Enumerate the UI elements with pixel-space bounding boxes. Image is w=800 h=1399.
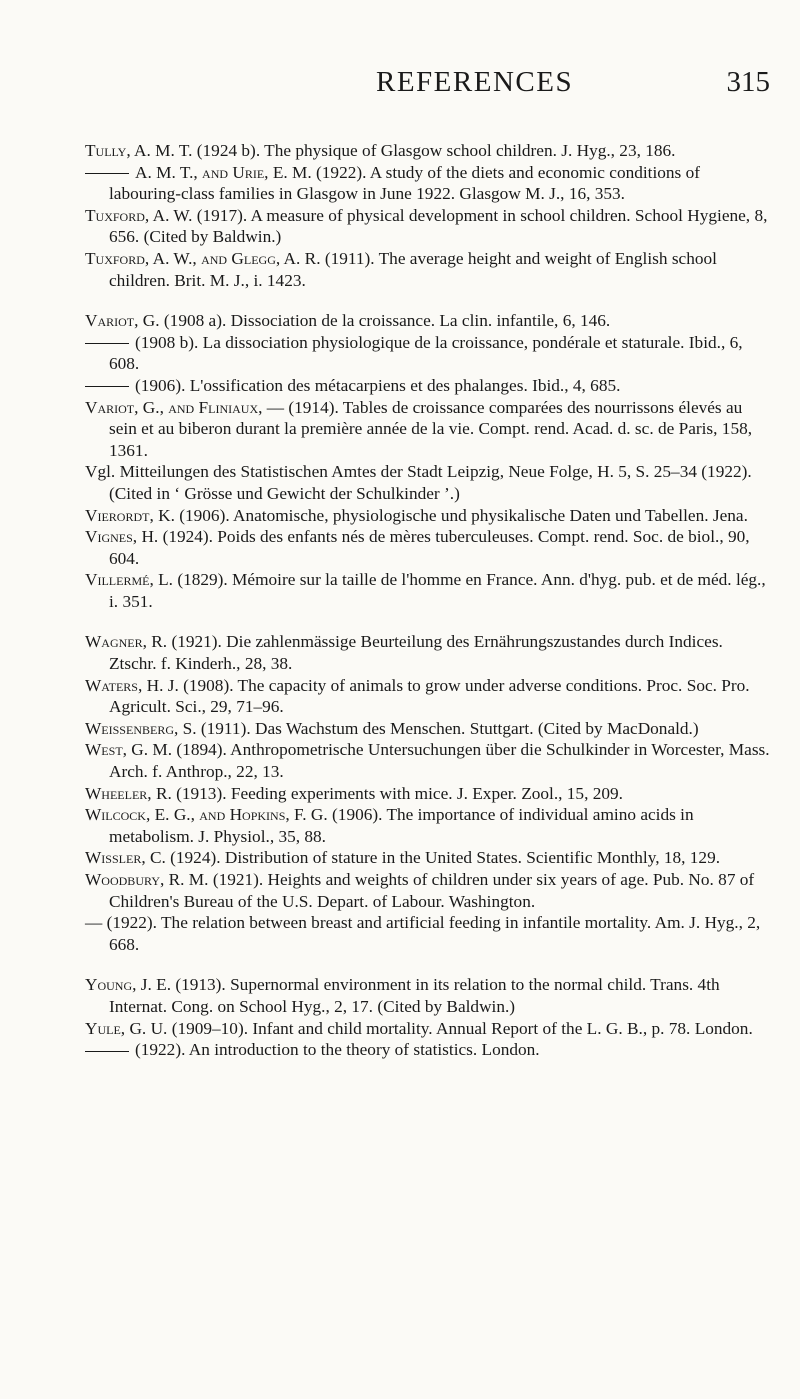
reference-entry <box>85 526 773 569</box>
reference-text: (1921). Heights and weights of children under six years of age. Pub. No. 87 of Children's Bureau of the U.S. Depart. of Labour. Washington. <box>109 870 755 911</box>
reference-text: — (1922). The relation between breast and artificial feeding in infantile mortality. Am. J. Hyg., 2, 668. <box>85 913 761 954</box>
reference-text: (1924 b). The physique of Glasgow school children. J. Hyg., 23, 186. <box>196 141 676 160</box>
reference-author: Wilcock, E. G., and Hopkins, F. G. <box>85 805 328 825</box>
reference-author: Tully, A. M. T. <box>85 141 193 160</box>
reference-text: (1917). A measure of physical development in school children. School Hygiene, 8, 656. (Cited by Baldwin.) <box>109 205 768 247</box>
ditto-dash <box>85 173 129 174</box>
reference-entry <box>85 675 773 718</box>
reference-author: Tuxford, A. W., and Glegg, A. R. <box>85 248 321 268</box>
reference-text: (1921). Die zahlenmässige Beurteilung des Ernährungszustandes durch Indices. Ztschr. f. Kinderh., 28, 38. <box>109 632 723 674</box>
reference-text: (1908 a). Dissociation de la croissance. La clin. infantile, 6, 146. <box>163 311 611 331</box>
reference-author: Variot, G., and Fliniaux, <box>85 397 263 417</box>
reference-group-v <box>85 310 773 612</box>
reference-group-y <box>85 974 773 1060</box>
reference-text: (1911). The average height and weight of English school children. Brit. M. J., i. 1423. <box>109 248 717 290</box>
reference-author: Wheeler, R. <box>85 783 172 803</box>
reference-entry <box>85 1018 773 1040</box>
running-head: REFERENCES <box>376 66 574 98</box>
reference-author: Yule, G. U. <box>85 1018 168 1038</box>
reference-entry <box>85 1039 773 1061</box>
reference-entry <box>85 248 773 291</box>
reference-text: (1894). Anthropometrische Untersuchungen über die Schulkinder in Worcester, Mass. Arch. f. Anthrop., 22, 13. <box>109 740 770 782</box>
reference-entry <box>85 332 773 375</box>
reference-entry <box>85 569 773 612</box>
reference-entry <box>85 310 773 332</box>
reference-entry <box>85 375 773 397</box>
reference-list <box>85 140 773 1080</box>
reference-text: (1909–10). Infant and child mortality. Annual Report of the L. G. B., p. 78. London. <box>171 1018 753 1038</box>
reference-author: West, G. M. <box>85 740 173 760</box>
reference-author: Waters, H. J. <box>85 675 179 695</box>
reference-text: (1906). The importance of individual amino acids in metabolism. J. Physiol., 35, 88. <box>109 805 694 846</box>
reference-entry <box>85 783 773 805</box>
reference-entry <box>85 718 773 740</box>
reference-text: (1922). An introduction to the theory of statistics. London. <box>135 1040 540 1060</box>
reference-entry <box>85 869 773 912</box>
reference-text: (1913). Feeding experiments with mice. J. Exper. Zool., 15, 209. <box>176 783 623 803</box>
page-header <box>0 66 800 106</box>
reference-text: (1908). The capacity of animals to grow under adverse conditions. Proc. Soc. Pro. Agricult. Sci., 29, 71–96. <box>109 675 750 717</box>
reference-text: (1924). Poids des enfants nés de mères tuberculeuses. Compt. rend. Soc. de biol., 90, 604. <box>109 527 750 568</box>
reference-author: Weissenberg, S. <box>85 718 197 738</box>
reference-author: Wagner, R. <box>85 632 168 652</box>
reference-text: (1906). Anatomische, physiologische und physikalische Daten und Tabellen. Jena. <box>179 505 748 525</box>
ditto-dash <box>85 386 129 387</box>
reference-author: Tuxford, A. W. <box>85 205 193 225</box>
reference-author: Vignes, H. <box>85 527 159 547</box>
reference-entry <box>85 974 773 1017</box>
reference-text: (1829). Mémoire sur la taille de l'homme en France. Ann. d'hyg. pub. et de méd. lég., i. 351. <box>109 570 766 611</box>
reference-text: — (1914). Tables de croissance comparées des nourrissons élevés au sein et au biberon durant la première année de la vie. Compt. rend. Acad. d. sc. de Paris, 158, 1361. <box>109 397 753 460</box>
reference-text: (1922). A study of the diets and economic conditions of labouring-class families in Glasgow in June 1922. Glasgow M. J., 16, 353. <box>109 162 700 204</box>
reference-entry <box>85 912 773 955</box>
ditto-dash <box>85 343 129 344</box>
reference-author: Vierordt, K. <box>85 505 175 525</box>
reference-text: (1908 b). La dissociation physiologique de la croissance, pondérale et staturale. Ibid., 6, 608. <box>109 332 743 374</box>
reference-entry <box>85 804 773 847</box>
reference-entry <box>85 847 773 869</box>
reference-entry <box>85 505 773 527</box>
reference-text: (1906). L'ossification des métacarpiens et des phalanges. Ibid., 4, 685. <box>135 375 621 395</box>
reference-text: (1924). Distribution of stature in the United States. Scientific Monthly, 18, 129. <box>170 848 721 868</box>
reference-author: Variot, G. <box>85 311 160 331</box>
reference-text: (1913). Supernormal environment in its relation to the normal child. Trans. 4th Internat. Cong. on School Hyg., 2, 17. (Cited by Baldwin.) <box>109 975 720 1016</box>
reference-entry <box>85 140 773 162</box>
reference-entry <box>85 397 773 462</box>
reference-entry <box>85 461 773 504</box>
reference-author: Wissler, C. <box>85 848 166 868</box>
reference-author: Villermé, L. <box>85 570 173 590</box>
reference-author: Woodbury, R. M. <box>85 870 209 889</box>
page-number: 315 <box>726 66 770 98</box>
reference-entry <box>85 162 773 205</box>
reference-group-w <box>85 631 773 955</box>
ditto-dash <box>85 1051 129 1052</box>
reference-entry <box>85 631 773 674</box>
reference-text: Vgl. Mitteilungen des Statistischen Amtes der Stadt Leipzig, Neue Folge, H. 5, S. 25–34 (1922). (Cited in ‘ Grösse und Gewicht der Schulkinder ’.) <box>85 462 752 503</box>
reference-group-t <box>85 140 773 291</box>
reference-author: Young, J. E. <box>85 975 172 995</box>
reference-text: (1911). Das Wachstum des Menschen. Stuttgart. (Cited by MacDonald.) <box>200 718 699 738</box>
reference-entry <box>85 205 773 248</box>
reference-entry <box>85 739 773 782</box>
reference-author: A. M. T., and Urie, E. M. <box>135 162 312 182</box>
